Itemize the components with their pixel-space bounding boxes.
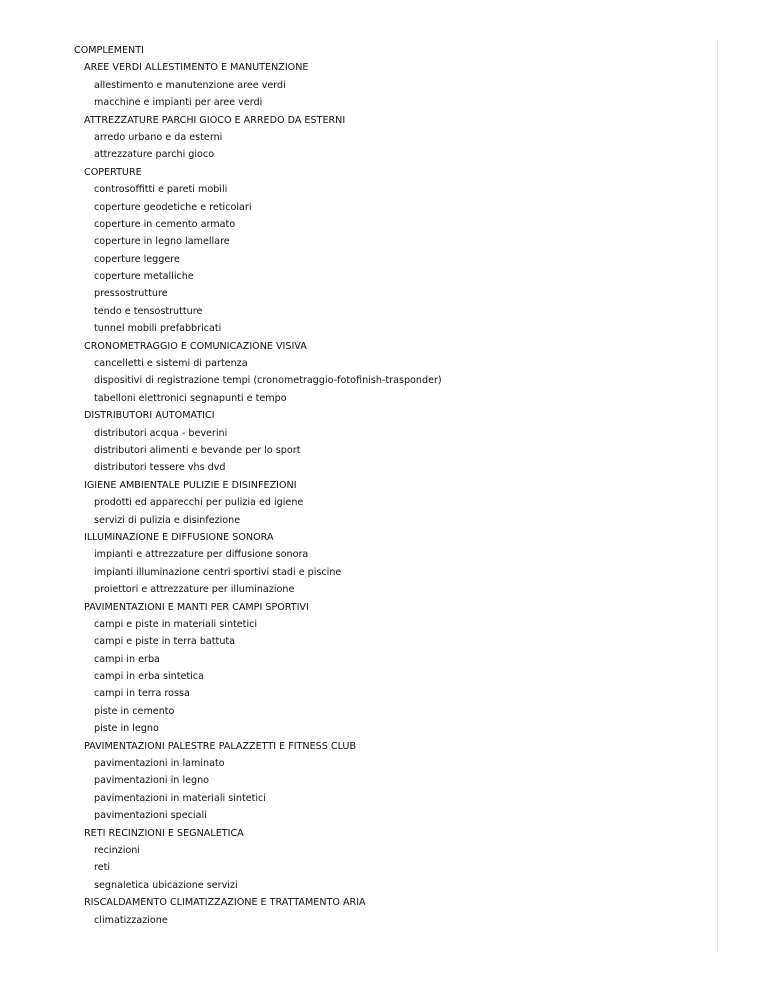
subcategory-item[interactable]: tendo e tensostrutture (94, 305, 203, 317)
subcategory-item[interactable]: climatizzazione (94, 914, 168, 926)
subcategory-item[interactable]: tabelloni elettronici segnapunti e tempo (94, 392, 287, 404)
category-group (84, 825, 442, 895)
subcategory-item[interactable]: pavimentazioni in legno (94, 775, 210, 787)
subcategory-item[interactable]: campi in erba (94, 653, 160, 665)
subcategory-item[interactable]: pavimentazioni in laminato (94, 758, 225, 770)
category-title[interactable]: ATTREZZATURE PARCHI GIOCO E ARREDO DA ESTERNI (84, 114, 346, 126)
subcategory-item[interactable]: servizi di pulizia e disinfezione (94, 514, 241, 526)
subcategory-item[interactable]: pavimentazioni speciali (94, 810, 207, 822)
subcategory-item[interactable]: recinzioni (94, 844, 140, 856)
subcategory-item[interactable]: campi in erba sintetica (94, 671, 204, 683)
subcategory-item[interactable]: coperture in cemento armato (94, 218, 236, 230)
subcategory-item[interactable]: arredo urbano e da esterni (94, 131, 223, 143)
category-group (84, 894, 442, 929)
subcategory-item[interactable]: cancelletti e sistemi di partenza (94, 358, 248, 370)
subcategory-item[interactable]: controsoffitti e pareti mobili (94, 184, 228, 196)
category-group (84, 59, 442, 111)
category-group (84, 164, 442, 338)
category-title[interactable]: AREE VERDI ALLESTIMENTO E MANUTENZIONE (84, 62, 309, 74)
subcategory-item[interactable]: dispositivi di registrazione tempi (cronometraggio-fotofinish-trasponder) (94, 375, 442, 387)
subcategory-item[interactable]: pressostrutture (94, 288, 168, 300)
subcategory-item[interactable]: coperture in legno lamellare (94, 236, 230, 248)
category-title[interactable]: CRONOMETRAGGIO E COMUNICAZIONE VISIVA (84, 340, 307, 352)
subcategory-item[interactable]: distributori tessere vhs dvd (94, 462, 226, 474)
category-title[interactable]: PAVIMENTAZIONI E MANTI PER CAMPI SPORTIVI (84, 601, 309, 613)
category-title[interactable]: IGIENE AMBIENTALE PULIZIE E DISINFEZIONI (84, 479, 297, 491)
right-divider (717, 40, 718, 952)
subcategory-item[interactable]: impianti illuminazione centri sportivi stadi e piscine (94, 566, 342, 578)
subcategory-item[interactable]: campi e piste in materiali sintetici (94, 618, 258, 630)
subcategory-item[interactable]: attrezzature parchi gioco (94, 149, 215, 161)
category-title[interactable]: RETI RECINZIONI E SEGNALETICA (84, 827, 244, 839)
subcategory-item[interactable]: segnaletica ubicazione servizi (94, 879, 238, 891)
root-category-title: COMPLEMENTI (74, 45, 144, 56)
subcategory-item[interactable]: pavimentazioni in materiali sintetici (94, 792, 266, 804)
subcategory-item[interactable]: macchine e impianti per aree verdi (94, 97, 263, 109)
category-title[interactable]: RISCALDAMENTO CLIMATIZZAZIONE E TRATTAMENTO ARIA (84, 897, 366, 909)
subcategory-item[interactable]: campi e piste in terra battuta (94, 636, 236, 648)
subcategory-item[interactable]: impianti e attrezzature per diffusione sonora (94, 549, 309, 561)
category-tree (74, 42, 442, 929)
subcategory-item[interactable]: coperture metalliche (94, 271, 194, 283)
subcategory-item[interactable]: coperture leggere (94, 253, 180, 265)
category-title[interactable]: COPERTURE (84, 166, 142, 178)
subcategory-item[interactable]: tunnel mobili prefabbricati (94, 323, 222, 335)
category-title[interactable]: ILLUMINAZIONE E DIFFUSIONE SONORA (84, 531, 274, 543)
subcategory-item[interactable]: piste in cemento (94, 705, 175, 717)
category-title[interactable]: DISTRIBUTORI AUTOMATICI (84, 410, 215, 422)
category-group (84, 738, 442, 825)
category-group (84, 477, 442, 529)
category-group (84, 338, 442, 408)
subcategory-item[interactable]: campi in terra rossa (94, 688, 190, 700)
subcategory-item[interactable]: reti (94, 862, 111, 874)
subcategory-item[interactable]: allestimento e manutenzione aree verdi (94, 79, 286, 91)
category-group (84, 599, 442, 738)
subcategory-item[interactable]: coperture geodetiche e reticolari (94, 201, 252, 213)
category-title[interactable]: PAVIMENTAZIONI PALESTRE PALAZZETTI E FITNESS CLUB (84, 740, 357, 752)
subcategory-item[interactable]: distributori acqua - beverini (94, 427, 228, 439)
category-group (84, 112, 442, 164)
category-group (84, 529, 442, 599)
subcategory-item[interactable]: proiettori e attrezzature per illuminazione (94, 584, 295, 596)
subcategory-item[interactable]: piste in legno (94, 723, 159, 735)
subcategory-item[interactable]: prodotti ed apparecchi per pulizia ed igiene (94, 497, 304, 509)
subcategory-item[interactable]: distributori alimenti e bevande per lo sport (94, 444, 301, 456)
category-group (84, 407, 442, 477)
